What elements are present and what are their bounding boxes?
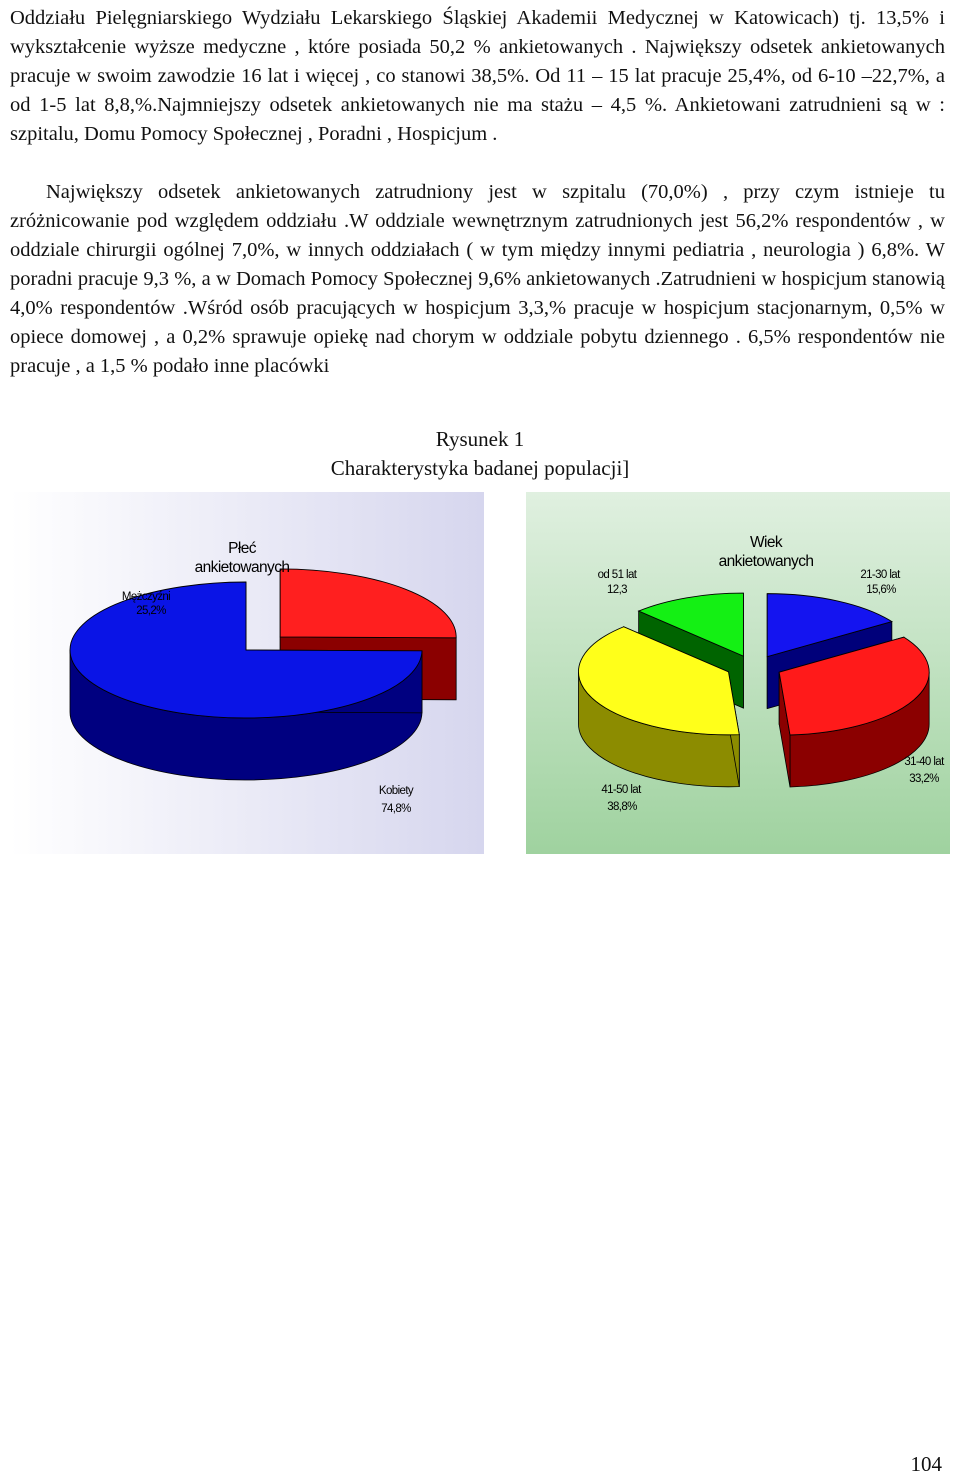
age-pie-chart (526, 492, 950, 854)
age-21-30-value: 15,6% (866, 584, 896, 596)
page-number: 104 (910, 1452, 942, 1476)
female-slice-label: Kobiety (378, 785, 414, 797)
body-paragraph-1: Oddziału Pielęgniarskiego Wydziału Lekarskiego Śląskiej Akademii Medycznej w Katowicach) tj. 13,5% i wykształcenie wyższe medyczne , które posiada 50,2 % ankietowanych . Największy odsetek ankietowanych pracuje w swoim zawodzie 16 lat i więcej , co stanowi 38,5%. Od 11 – 15 lat pracuje 25,4%, od 6-10 –22,7%, a od 1-5 lat 8,8,%.Najmniejszy odsetek ankietowanych nie ma stażu – 4,5 %. Ankietowani zatrudnieni są w : szpitalu, Domu Pomocy Społecznej , Poradni , Hospicjum . (10, 7, 945, 145)
age-41-50-value: 38,8% (607, 801, 637, 813)
male-slice-value: 25,2% (136, 605, 166, 617)
age-31-40-label: 31-40 lat (904, 756, 944, 768)
gender-chart-title-line2: ankietowanych (194, 559, 290, 576)
age-21-30-label: 21-30 lat (860, 569, 900, 581)
gender-chart-title-line1: Płeć (228, 540, 256, 557)
age-51-plus-label: od 51 lat (597, 569, 637, 581)
age-chart-title-line1: Wiek (749, 534, 783, 551)
age-51-plus-value: 12,3 (607, 584, 627, 596)
body-paragraph-2: Największy odsetek ankietowanych zatrudniony jest w szpitalu (70,0%) , przy czym istnieje tu zróżnicowanie pod względem oddziału .W oddziale wewnętrznym zatrudnionych jest 56,2% respondentów , w oddziale chirurgii ogólnej 7,0%, w innych oddziałach ( w tym między innymi pediatria , neurologia ) 6,8%. W poradni pracuje 9,3 %, a w Domach Pomocy Społecznej 9,6% ankietowanych .Zatrudnieni w hospicjum stanowią 4,0% respondentów .Wśród osób pracujących w hospicjum 3,3,% pracuje w hospicjum stacjonarnym, 0,5% w opiece domowej , a 0,2% sprawuje opiekę nad chorym w oddziale pobytu dziennego . 6,5% respondentów nie pracuje , a 1,5 % podało inne placówki (10, 181, 945, 377)
figure-title: Charakterystyka badanej populacji] (330, 456, 630, 480)
male-slice-label: Mężczyźni (121, 591, 171, 603)
female-slice-value: 74,8% (381, 803, 411, 815)
age-31-40-value: 33,2% (909, 773, 939, 785)
age-chart-title-line2: ankietowanych (718, 553, 814, 570)
gender-pie-chart (10, 492, 484, 854)
figure-number: Rysunek 1 (435, 427, 525, 451)
age-41-50-label: 41-50 lat (601, 784, 641, 796)
